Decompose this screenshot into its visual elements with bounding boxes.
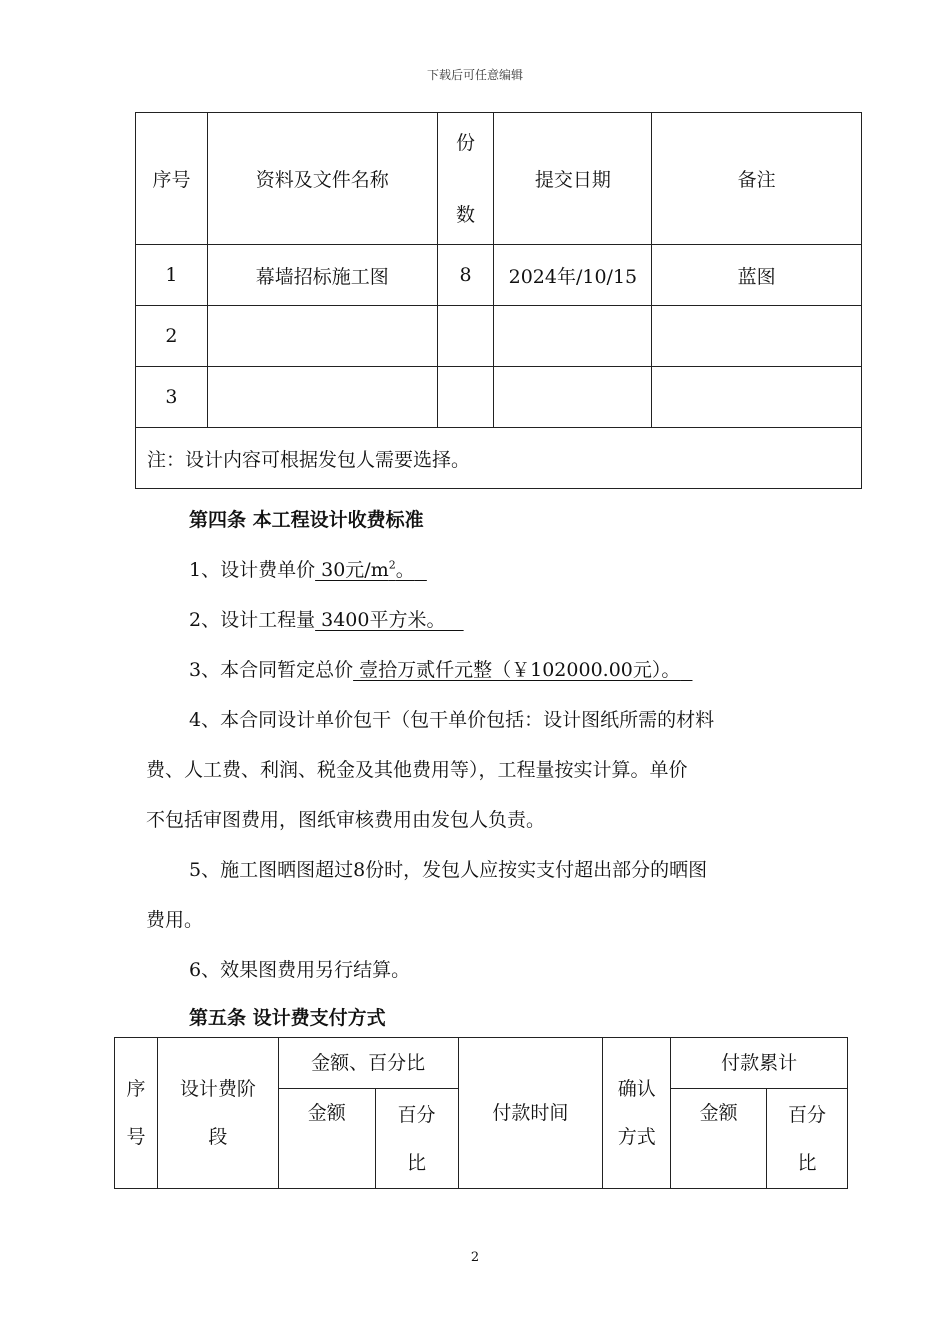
header-cumulative: 付款累计 [671, 1038, 848, 1089]
page-header: 下载后可任意编辑 [426, 68, 523, 82]
cell-doc-name: 幕墙招标施工图 [207, 245, 437, 306]
cell-date: 2024年/10/15 [494, 245, 652, 306]
cell-date [494, 367, 652, 428]
header-seq: 序号 [136, 113, 208, 245]
header-submit-date: 提交日期 [494, 113, 652, 245]
cell-remarks [652, 306, 862, 367]
cell-seq: 3 [136, 367, 208, 428]
cell-seq: 1 [136, 245, 208, 306]
header-doc-name: 资料及文件名称 [207, 113, 437, 245]
cell-copies [437, 367, 494, 428]
header-remarks: 备注 [652, 113, 862, 245]
cell-doc-name [207, 306, 437, 367]
payment-table [114, 1037, 848, 1189]
table-row [136, 367, 862, 428]
documents-table [135, 112, 862, 489]
header-percent: 百分 比 [375, 1089, 458, 1189]
header-confirm-method: 确认 方式 [603, 1038, 671, 1189]
header-copies: 份 数 [437, 113, 494, 245]
section4-title: 第四条 本工程设计收费标准 [189, 509, 424, 531]
header-cum-percent: 百分 比 [767, 1089, 848, 1189]
cell-seq: 2 [136, 306, 208, 367]
table-note: 注：设计内容可根据发包人需要选择。 [136, 428, 862, 489]
fee-item-1: 1、设计费单价 30元$/m^2$。 [189, 558, 415, 581]
section5-title: 第五条 设计费支付方式 [189, 1007, 386, 1029]
table-row [136, 245, 862, 306]
fee-item-2: 2、设计工程量 3400平方米。 [189, 609, 446, 631]
fee-item-6: 6、效果图费用另行结算。 [189, 959, 411, 981]
header-amount-percent: 金额、百分比 [278, 1038, 458, 1089]
page-number: 2 [470, 1250, 480, 1265]
cell-copies [437, 306, 494, 367]
header-cum-amount: 金额 [671, 1089, 767, 1189]
cell-copies: 8 [437, 245, 494, 306]
header-amount: 金额 [278, 1089, 375, 1189]
cell-date [494, 306, 652, 367]
header-pay-time: 付款时间 [458, 1038, 603, 1189]
fee-item-4-line2: 费、人工费、利润、税金及其他费用等），工程量按实计算。单价 [146, 759, 688, 781]
table-row [136, 306, 862, 367]
fee-item-4-line3: 不包括审图费用，图纸审核费用由发包人负责。 [146, 809, 546, 831]
fee-item-5-line2: 费用。 [146, 909, 204, 931]
fee-item-5-line1: 5、施工图晒图超过8份时，发包人应按实支付超出部分的晒图 [189, 859, 708, 881]
cell-remarks [652, 367, 862, 428]
table-header-row [136, 113, 862, 245]
header-seq: 序 号 [115, 1038, 158, 1189]
fee-item-3: 3、本合同暂定总价 壹拾万贰仟元整（￥102000.00元）。 [189, 659, 681, 681]
fee-item-4-line1: 4、本合同设计单价包干（包干单价包括：设计图纸所需的材料 [189, 709, 715, 731]
header-fee-stage: 设计费阶 段 [157, 1038, 278, 1189]
table-note-row [136, 428, 862, 489]
cell-remarks: 蓝图 [652, 245, 862, 306]
cell-doc-name [207, 367, 437, 428]
